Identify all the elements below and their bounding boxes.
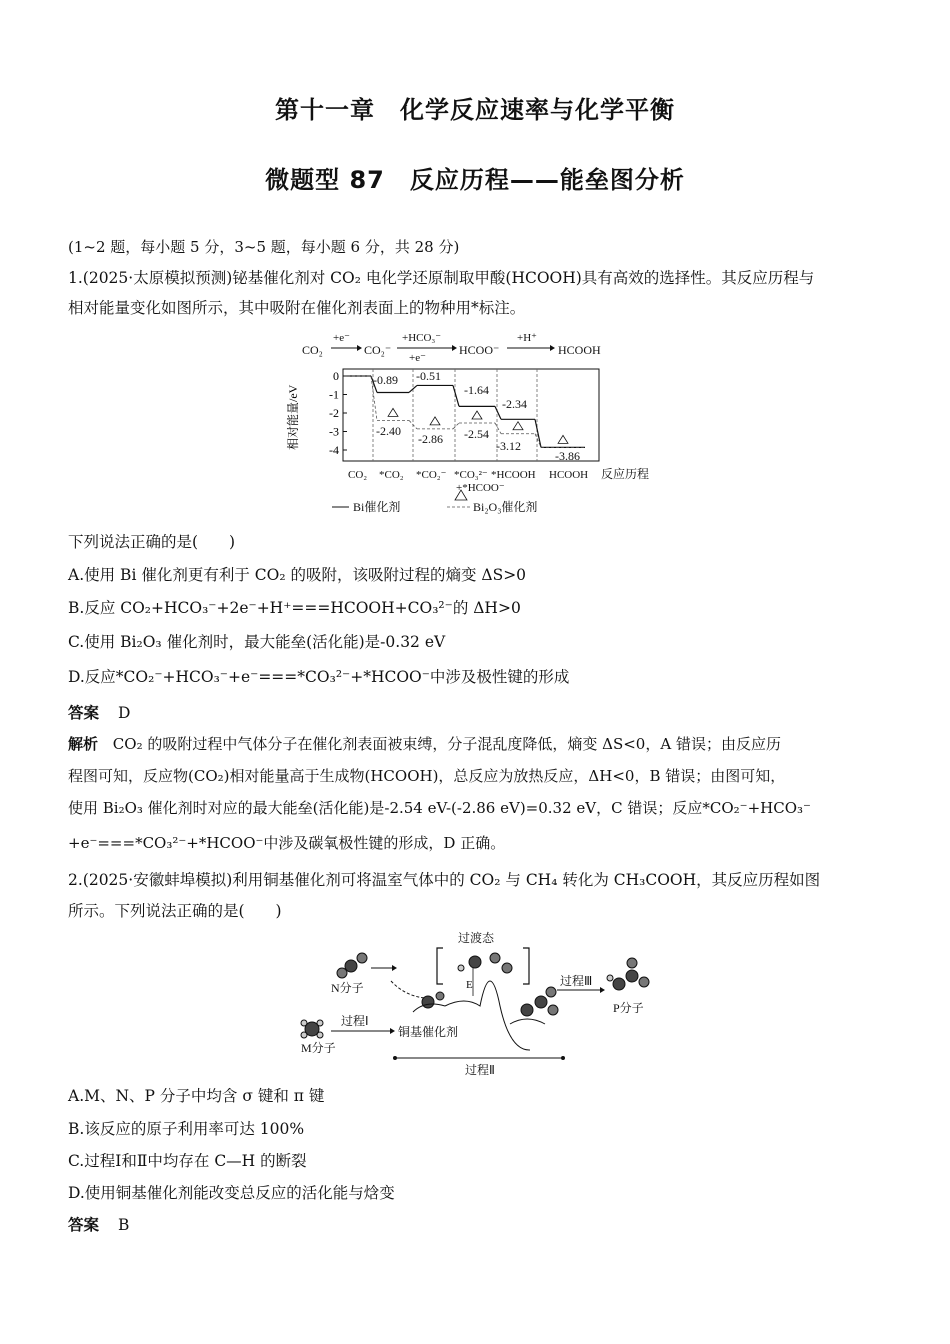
- q1-answer: [68, 703, 888, 723]
- transition-state-label: 过渡态: [458, 931, 495, 945]
- bi2o3-marker: [388, 408, 398, 416]
- x-tick-hcooh: HCOOH: [549, 469, 589, 481]
- step2-label: 过程Ⅱ: [465, 1063, 495, 1077]
- bi2o3-label-1: -2.40: [376, 424, 401, 438]
- x-tick-adsorbed-hcoo: +*HCOO⁻: [456, 482, 505, 494]
- legend-bi: Bi催化剂: [353, 500, 401, 514]
- x-tick-co2: CO₂: [348, 469, 368, 481]
- q2-option-b: B.该反应的原子利用率可达 100%: [68, 1120, 305, 1138]
- pathway-species-hcooh: HCOOH: [558, 343, 601, 357]
- bi2o3-marker: [472, 411, 482, 419]
- step1-label: 过程Ⅰ: [341, 1014, 369, 1028]
- pathway-arrow-label-e2: +e⁻: [409, 352, 426, 364]
- bi-connector: [453, 385, 459, 406]
- q1-option-c: C.使用 Bi₂O₃ 催化剂时，最大能垒(活化能)是-0.32 eV: [68, 633, 446, 651]
- bi-label-1: -0.89: [373, 373, 398, 387]
- bi-label-3: -1.64: [464, 383, 489, 397]
- reaction-mechanism-figure: [295, 926, 675, 1078]
- topic-title: 微题型 87 反应历程——能垒图分析: [265, 166, 685, 194]
- q1-answer-value: D: [117, 704, 131, 722]
- bi2o3-label-5: -3.86: [555, 449, 580, 463]
- y-axis-label: 相对能量/eV: [286, 384, 300, 450]
- bi-connector: [495, 406, 501, 419]
- q1-option-b: B.反应 CO₂+HCO₃⁻+2e⁻+H⁺===HCOOH+CO₃²⁻的 ΔH>0: [68, 599, 521, 617]
- bi-label-2: -0.51: [416, 369, 441, 383]
- bi-connector: [535, 419, 541, 447]
- bi2o3-marker: [513, 422, 523, 430]
- q2-stem-line2: 所示。下列说法正确的是( ): [68, 902, 282, 920]
- bi2o3-marker: [558, 435, 568, 443]
- q1-stem-line1: 1.(2025·太原模拟预测)铋基催化剂对 CO₂ 电化学还原制取甲酸(HCOOH)具有高效的选择性。其反应历程与: [68, 269, 815, 287]
- activation-energy-label: E: [466, 979, 473, 991]
- q1-analysis-label: 解析: [68, 735, 99, 753]
- n-molecule-label: N分子: [331, 981, 364, 995]
- y-tick-label: -3: [329, 424, 339, 439]
- y-tick-label: 0: [333, 369, 339, 383]
- q2-option-a: A.M、N、P 分子中均含 σ 键和 π 键: [68, 1087, 325, 1105]
- q1-analysis-text1: CO₂ 的吸附过程中气体分子在催化剂表面被束缚，分子混乱度降低，熵变 ΔS<0，A 错误；由反应历: [112, 735, 781, 753]
- y-tick-label: -1: [329, 387, 339, 402]
- q2-stem-line1: 2.(2025·安徽蚌埠模拟)利用铜基催化剂可将温室气体中的 CO₂ 与 CH₄ 转化为 CH₃COOH，其反应历程如图: [68, 871, 821, 889]
- q2-answer: [68, 1215, 888, 1235]
- x-tick-adsorbed-co3: *CO₃²⁻: [454, 469, 488, 481]
- q1-stem-line2: 相对能量变化如图所示，其中吸附在催化剂表面上的物种用*标注。: [68, 299, 526, 317]
- chapter-title: 第十一章 化学反应速率与化学平衡: [275, 96, 675, 124]
- step3-label: 过程Ⅲ: [560, 974, 593, 988]
- pathway-species-hcoo: HCOO⁻: [459, 343, 500, 357]
- q1-ask: 下列说法正确的是( ): [68, 533, 236, 551]
- x-tick-adsorbed-co2-anion: *CO₂⁻: [416, 469, 447, 481]
- q1-answer-label: 答案: [68, 704, 100, 722]
- pathway-species-co2: CO₂: [302, 343, 323, 357]
- legend-bi2o3: Bi₂O₃催化剂: [473, 500, 538, 514]
- bi2o3-connector: [453, 423, 459, 429]
- bi2o3-label-4: -3.12: [496, 439, 521, 453]
- bi-label-4: -2.34: [502, 397, 527, 411]
- q1-option-a: A.使用 Bi 催化剂更有利于 CO₂ 的吸附，该吸附过程的熵变 ΔS>0: [68, 566, 527, 584]
- q1-analysis-line2: 程图可知，反应物(CO₂)相对能量高于生成物(HCOOH)，总反应为放热反应，ΔH<0，B 错误；由图可知，: [68, 767, 786, 785]
- q2-option-c: C.过程Ⅰ和Ⅱ中均存在 C—H 的断裂: [68, 1152, 307, 1170]
- y-tick-label: -4: [329, 443, 339, 457]
- pathway-species-co2-anion: CO₂⁻: [364, 343, 392, 357]
- q2-answer-label: 答案: [68, 1216, 100, 1234]
- q2-option-d: D.使用铜基催化剂能改变总反应的活化能与焓变: [68, 1184, 395, 1202]
- x-tick-adsorbed-co2: *CO₂: [379, 469, 404, 481]
- q1-option-d: D.反应*CO₂⁻+HCO₃⁻+e⁻===*CO₃²⁻+*HCOO⁻中涉及极性键的形成: [68, 668, 570, 686]
- q1-analysis-line4: +e⁻===*CO₃²⁻+*HCOO⁻中涉及碳氧极性键的形成，D 正确。: [68, 834, 506, 852]
- q2-answer-value: B: [117, 1216, 130, 1234]
- p-molecule-label: P分子: [613, 1001, 644, 1015]
- x-tick-adsorbed-hcooh: *HCOOH: [491, 469, 536, 481]
- score-instructions: (1~2 题，每小题 5 分，3~5 题，每小题 6 分，共 28 分): [68, 238, 460, 256]
- energy-profile-figure: [285, 332, 675, 520]
- y-axis-ticks: [329, 369, 347, 457]
- m-molecule-label: M分子: [301, 1041, 336, 1055]
- bi2o3-marker: [430, 417, 440, 425]
- pathway-arrow-label-hco3: +HCO₃⁻: [402, 332, 442, 344]
- q1-analysis-line1: [68, 734, 888, 754]
- bi2o3-label-3: -2.54: [464, 427, 489, 441]
- bi2o3-connector: [495, 423, 501, 434]
- x-axis-label: 反应历程: [601, 467, 650, 481]
- catalyst-label: 铜基催化剂: [398, 1025, 459, 1039]
- legend: [332, 490, 537, 514]
- pathway-arrow-label-h: +H⁺: [517, 332, 537, 344]
- pathway-arrow-label-e: +e⁻: [333, 332, 350, 344]
- y-tick-label: -2: [329, 406, 339, 420]
- q1-analysis-line3: 使用 Bi₂O₃ 催化剂时对应的最大能垒(活化能)是-2.54 eV-(-2.86 eV)=0.32 eV，C 错误；反应*CO₂⁻+HCO₃⁻: [68, 799, 811, 817]
- bi2o3-label-2: -2.86: [418, 432, 443, 446]
